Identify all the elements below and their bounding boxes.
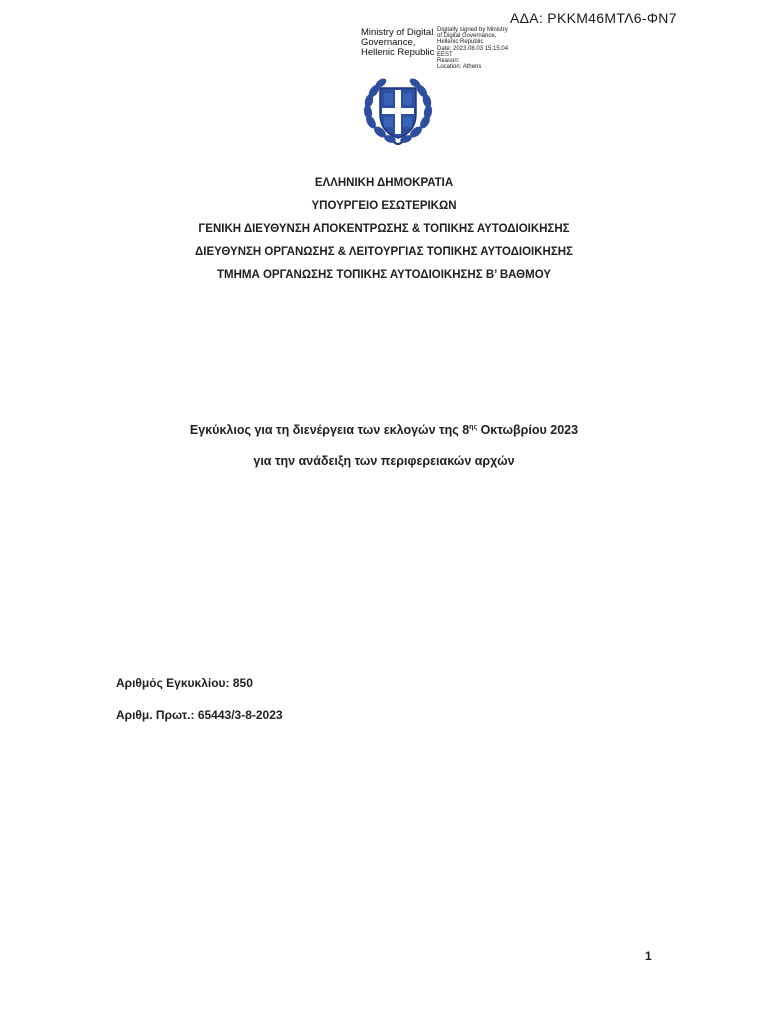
signature-org-line: Governance, [361,37,416,48]
header-line: ΔΙΕΥΘΥΝΣΗ ΟΡΓΑΝΩΣΗΣ & ΛΕΙΤΟΥΡΓΙΑΣ ΤΟΠΙΚΗΣ ΑΥΤΟΔΙΟΙΚΗΣΗΣ [195,246,573,258]
title-line-1: Εγκύκλιος για τη διενέργεια των εκλογών της $8^{\eta\varsigma}$ Οκτωβρίου 2023 [189,423,579,438]
header-line: ΕΛΛΗΝΙΚΗ ΔΗΜΟΚΡΑΤΙΑ [314,177,454,189]
signature-organization [361,28,434,58]
signature-org-line: Hellenic Republic [361,47,435,58]
circular-number: Αριθμός Εγκυκλίου: 850 [116,676,253,690]
signature-details [437,27,508,70]
signature-detail-line: Date: 2023.08.03 15:15:04 [437,45,509,52]
protocol-number: Αριθμ. Πρωτ.: 65443/3-8-2023 [116,708,283,722]
signature-detail-line: Digitally signed by Ministry [437,27,508,33]
signature-detail-line: of Digital Governance, [437,33,497,40]
document-title [0,420,768,468]
signature-detail-line: Location: Athens [437,64,482,71]
header-line: ΥΠΟΥΡΓΕΙΟ ΕΣΩΤΕΡΙΚΩΝ [311,200,457,212]
ada-code: ΑΔΑ: ΡΚΚΜ46ΜΤΛ6-ΦΝ7 [510,10,677,26]
signature-org-line: Ministry of Digital [361,27,434,38]
greek-coat-of-arms-icon [360,72,436,148]
signature-detail-line: Reason: [437,58,460,65]
signature-detail-line: Hellenic Republic [437,39,484,46]
signature-detail-line: EEST [437,51,453,58]
header-line: ΓΕΝΙΚΗ ΔΙΕΥΘΥΝΣΗ ΑΠΟΚΕΝΤΡΩΣΗΣ & ΤΟΠΙΚΗΣ ΑΥΤΟΔΙΟΙΚΗΣΗΣ [198,223,570,235]
header-line: ΤΜΗΜΑ ΟΡΓΑΝΩΣΗΣ ΤΟΠΙΚΗΣ ΑΥΤΟΔΙΟΙΚΗΣΗΣ Β’ ΒΑΘΜΟΥ [216,269,552,281]
ministry-header [0,176,768,291]
document-metadata [116,676,283,740]
title-line-2: για την ανάδειξη των περιφερειακών αρχών [253,454,515,468]
page-number: 1 [645,949,652,963]
